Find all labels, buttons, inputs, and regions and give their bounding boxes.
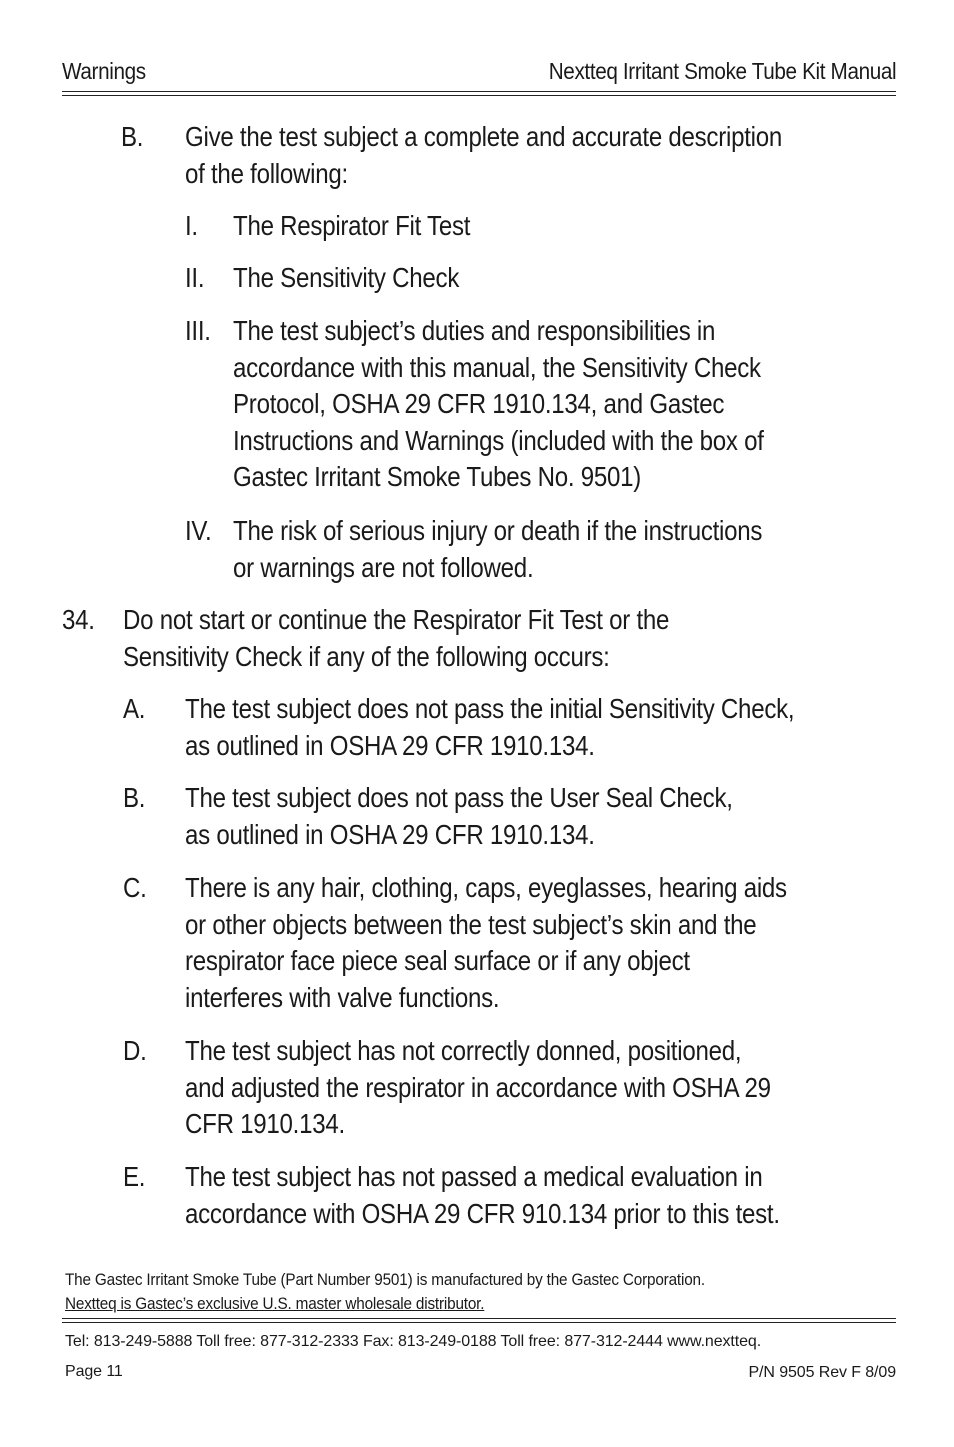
list-item-line: Do not start or continue the Respirator Fit Test or the xyxy=(123,604,670,635)
list-item-line: The risk of serious injury or death if the instructions xyxy=(233,515,763,546)
list-item-line: The test subject has not correctly donned, positioned, xyxy=(185,1035,742,1066)
list-marker: B. xyxy=(123,782,146,813)
list-item-line: Instructions and Warnings (included with the box of xyxy=(233,424,764,456)
footnote-line-2: Nextteq is Gastec’s exclusive U.S. master wholesale distributor. xyxy=(65,1294,485,1313)
list-item-line: The Sensitivity Check xyxy=(233,262,460,293)
list-item-line: accordance with OSHA 29 CFR 910.134 prior to this test. xyxy=(185,1197,780,1229)
list-item-line: The test subject does not pass the initial Sensitivity Check, xyxy=(185,693,795,724)
list-item-line: as outlined in OSHA 29 CFR 1910.134. xyxy=(185,729,595,761)
footnote xyxy=(65,1268,776,1316)
list-item-line: and adjusted the respirator in accordance with OSHA 29 xyxy=(185,1071,771,1103)
section-name: Warnings xyxy=(62,58,146,84)
page-number: Page 11 xyxy=(65,1363,123,1380)
list-item-line: of the following: xyxy=(185,157,348,189)
footer-rule-bottom xyxy=(62,1322,896,1323)
contact-line: Tel: 813-249-5888 Toll free: 877-312-2333 Fax: 813-249-0188 Toll free: 877-312-2444 www.nextteq. xyxy=(65,1333,762,1350)
list-item-line: The test subject’s duties and responsibilities in xyxy=(233,315,716,346)
header-rule-top xyxy=(62,91,896,92)
list-marker: 34. xyxy=(62,604,95,635)
list-item-line: CFR 1910.134. xyxy=(185,1108,345,1139)
list-marker: III. xyxy=(185,315,211,346)
list-marker: C. xyxy=(123,872,147,903)
list-item-line: The test subject does not pass the User Seal Check, xyxy=(185,782,733,813)
list-marker: I. xyxy=(185,210,198,241)
list-marker: B. xyxy=(121,121,144,152)
footer-rule-top xyxy=(62,1318,896,1319)
list-marker: II. xyxy=(185,262,205,293)
list-item-line: Gastec Irritant Smoke Tubes No. 9501) xyxy=(233,461,642,492)
list-item-line: There is any hair, clothing, caps, eyeglasses, hearing aids xyxy=(185,872,787,903)
list-item-line: or warnings are not followed. xyxy=(233,551,534,583)
list-marker: E. xyxy=(123,1161,146,1192)
list-item-line: as outlined in OSHA 29 CFR 1910.134. xyxy=(185,818,595,850)
footnote-line-1: The Gastec Irritant Smoke Tube (Part Number 9501) is manufactured by the Gastec Corporation. xyxy=(65,1270,705,1289)
header-rule-bottom xyxy=(62,95,896,96)
list-item-line: or other objects between the test subject’s skin and the xyxy=(185,908,757,940)
list-marker: D. xyxy=(123,1035,147,1066)
list-item-line: Protocol, OSHA 29 CFR 1910.134, and Gastec xyxy=(233,388,725,419)
list-item-line: interferes with valve functions. xyxy=(185,981,500,1013)
list-item-line: The Respirator Fit Test xyxy=(233,210,471,241)
list-item-line: Sensitivity Check if any of the following occurs: xyxy=(123,640,610,672)
list-item-line: Give the test subject a complete and accurate description xyxy=(185,121,783,152)
manual-title: Nextteq Irritant Smoke Tube Kit Manual xyxy=(548,58,897,84)
list-item-line: respirator face piece seal surface or if any object xyxy=(185,945,690,976)
part-number: P/N 9505 Rev F 8/09 xyxy=(748,1364,896,1381)
list-item-line: The test subject has not passed a medical evaluation in xyxy=(185,1161,763,1192)
running-header xyxy=(62,58,896,90)
list-marker: A. xyxy=(123,693,146,724)
list-marker: IV. xyxy=(185,515,212,546)
list-item-line: accordance with this manual, the Sensitivity Check xyxy=(233,351,761,383)
